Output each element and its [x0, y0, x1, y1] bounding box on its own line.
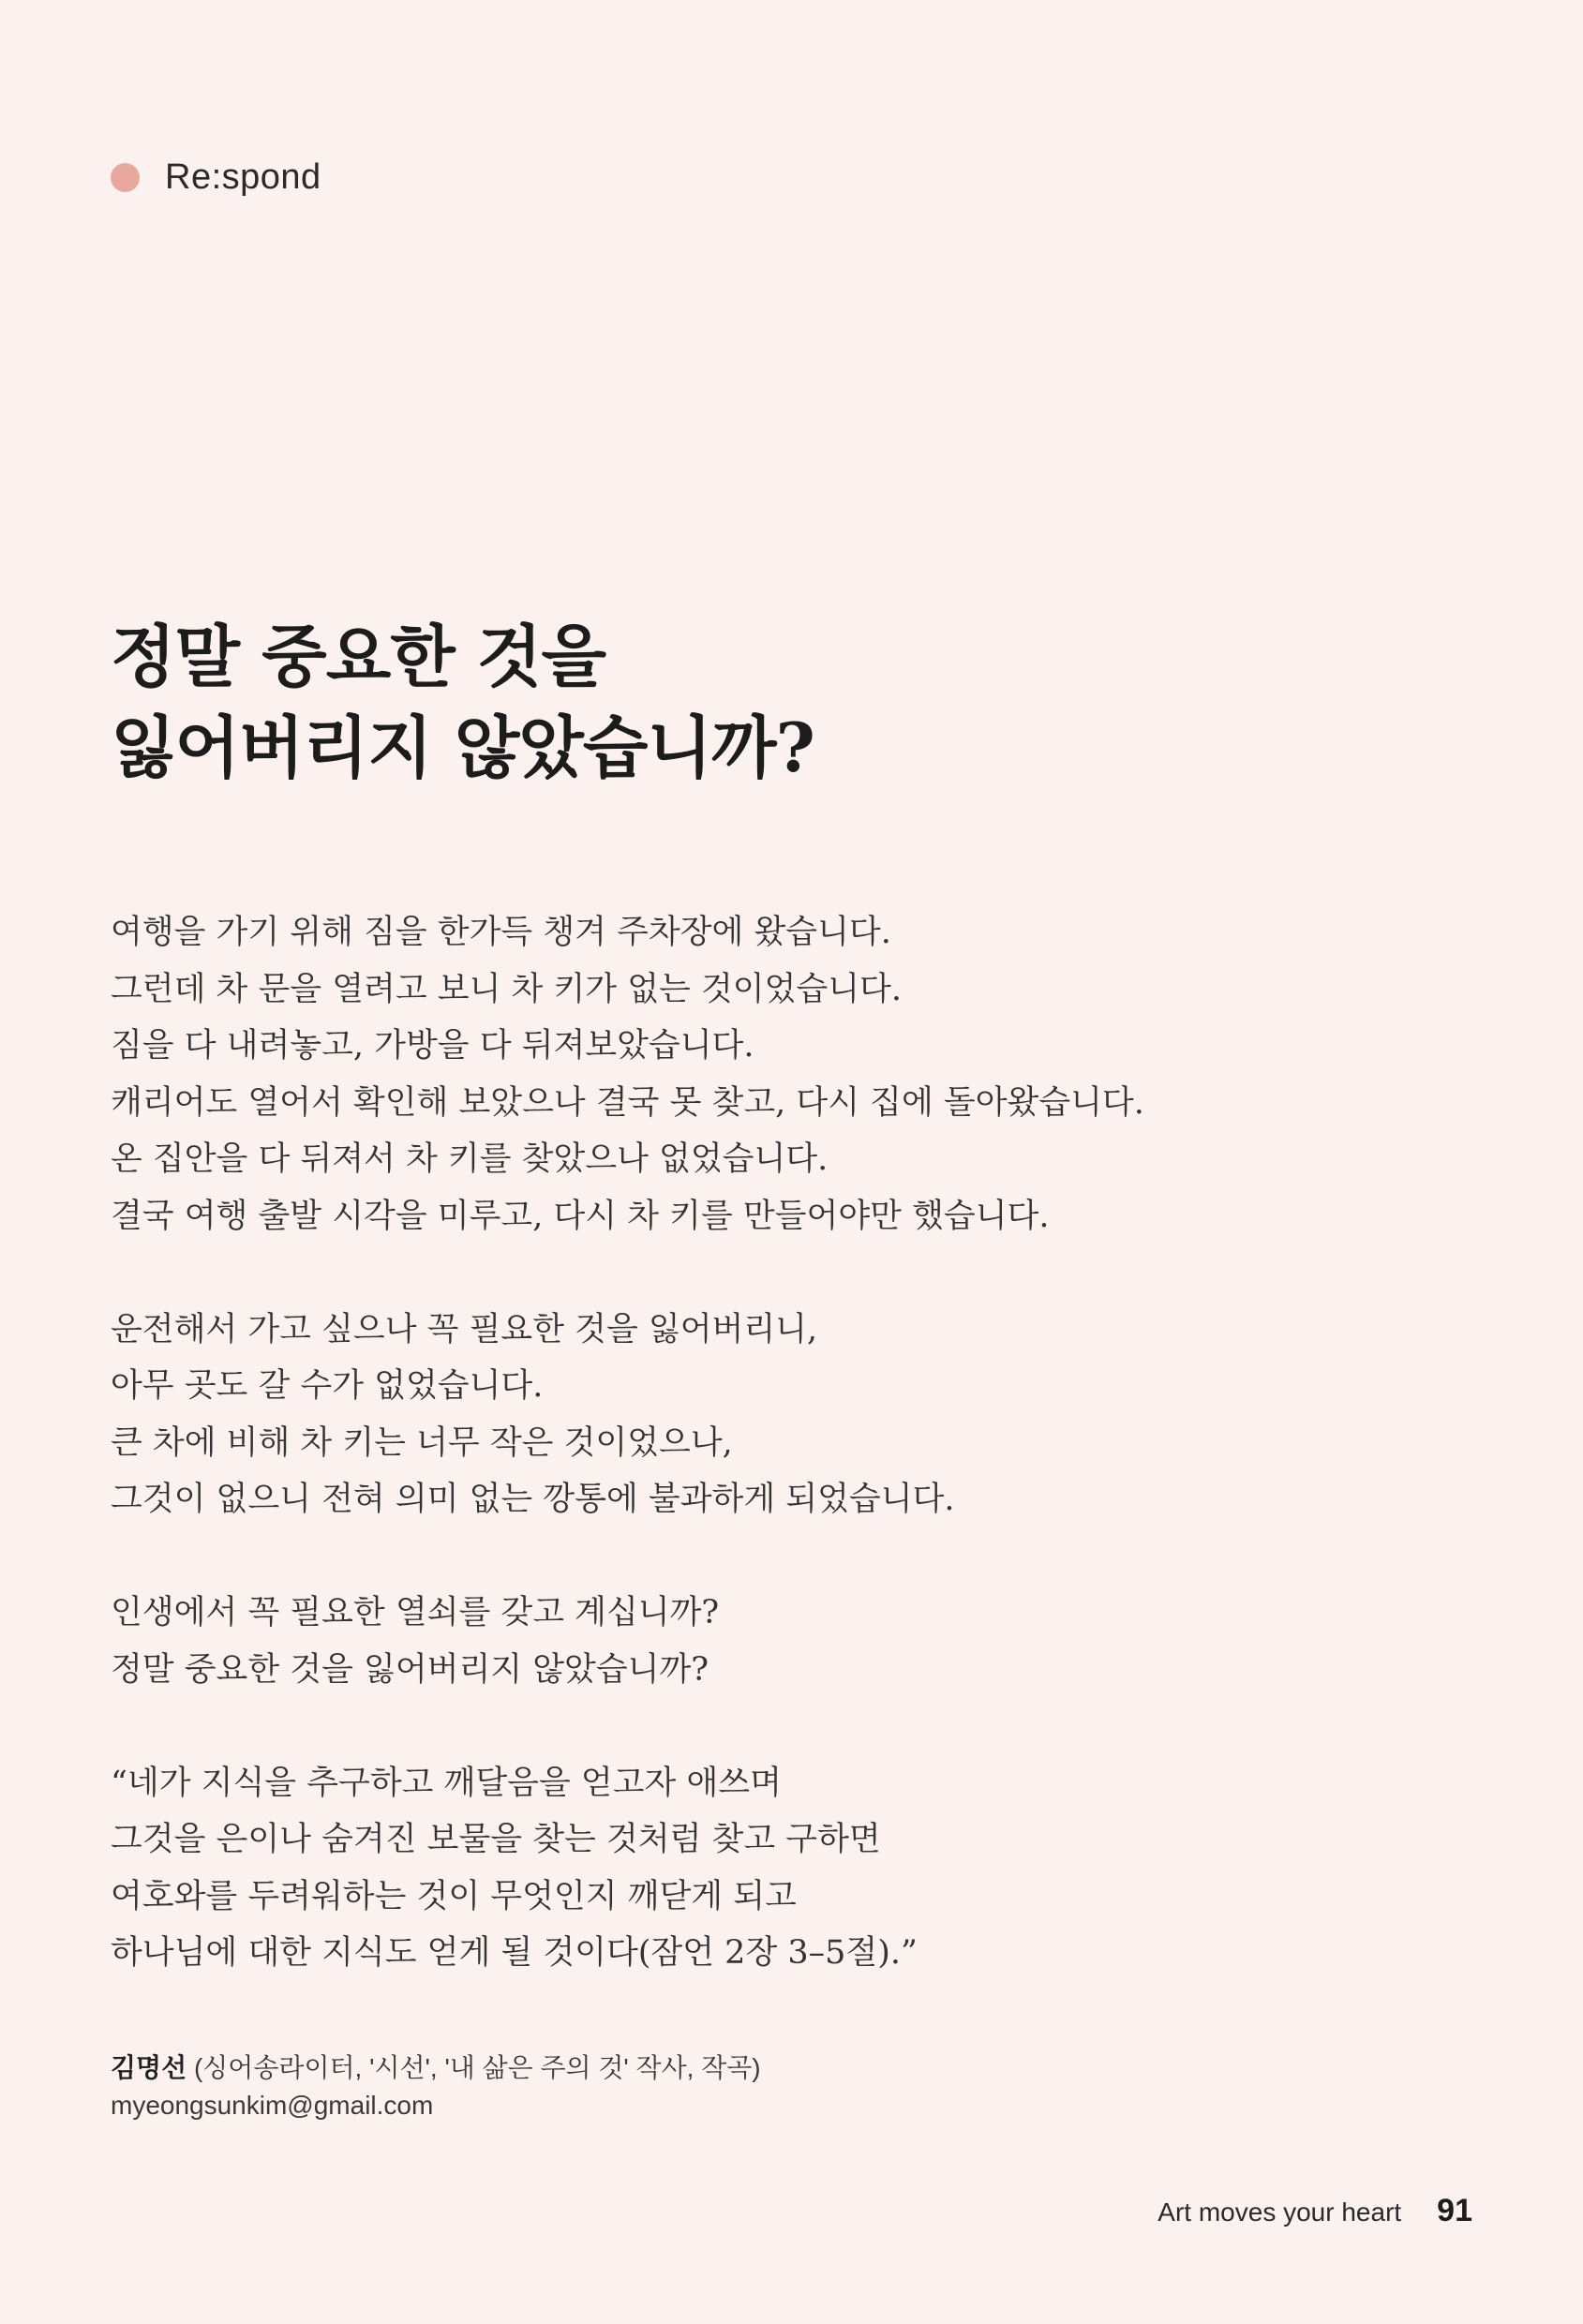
body-line: 인생에서 꼭 필요한 열쇠를 갖고 계십니까?: [111, 1594, 720, 1631]
author-description: (싱어송라이터, '시선', '내 삶은 주의 것' 작사, 작곡): [193, 2053, 761, 2082]
article-title: [111, 611, 1423, 793]
page-footer: [1157, 2193, 1472, 2229]
page-number: 91: [1437, 2193, 1472, 2228]
body-line: 짐을 다 내려놓고, 가방을 다 뒤져보았습니다.: [111, 1027, 754, 1065]
quote-line: 하나님에 대한 지식도 얻게 될 것이다(잠언 2장 3–5절).”: [111, 1934, 918, 1972]
body-line: 그런데 차 문을 열려고 보니 차 키가 없는 것이었습니다.: [111, 970, 902, 1008]
section-label: Re:spond: [165, 157, 321, 197]
section-header: [111, 157, 321, 198]
stanza: [111, 1302, 1441, 1528]
quote-line: 그것을 은이나 숨겨진 보물을 찾는 것처럼 찾고 구하면: [111, 1821, 881, 1858]
author-email: myeongsunkim@gmail.com: [111, 2091, 434, 2120]
body-line: 그것이 없으니 전혀 의미 없는 깡통에 불과하게 되었습니다.: [111, 1481, 955, 1518]
quote-line: “네가 지식을 추구하고 깨달음을 얻고자 애쓰며: [111, 1764, 782, 1802]
article-title-line-2: 잃어버리지 않았습니까?: [111, 708, 814, 787]
body-line: 큰 차에 비해 차 키는 너무 작은 것이었으나,: [111, 1423, 733, 1462]
body-line: 여행을 가기 위해 짐을 한가득 챙겨 주차장에 왔습니다.: [111, 914, 891, 951]
footer-tagline: Art moves your heart: [1157, 2197, 1402, 2227]
author-name: 김명선: [111, 2053, 187, 2082]
body-line: 운전해서 가고 싶으나 꼭 필요한 것을 잃어버리니,: [111, 1310, 818, 1348]
scripture-quote: [111, 1755, 1441, 1982]
article-body: [111, 904, 1441, 1982]
article-title-line-1: 정말 중요한 것을: [111, 617, 605, 696]
body-line: 결국 여행 출발 시각을 미루고, 다시 차 키를 만들어야만 했습니다.: [111, 1197, 1050, 1235]
body-line: 정말 중요한 것을 잃어버리지 않았습니까?: [111, 1650, 709, 1689]
author-info: [111, 2049, 761, 2124]
stanza: [111, 1585, 1441, 1698]
section-dot-icon: [111, 163, 140, 192]
body-line: 아무 곳도 갈 수가 없었습니다.: [111, 1367, 544, 1405]
body-line: 캐리어도 열어서 확인해 보았으나 결국 못 찾고, 다시 집에 돌아왔습니다.: [111, 1083, 1144, 1122]
quote-line: 여호와를 두려워하는 것이 무엇인지 깨닫게 되고: [111, 1877, 797, 1915]
body-line: 온 집안을 다 뒤져서 차 키를 찾았으나 없었습니다.: [111, 1140, 829, 1178]
stanza: [111, 904, 1441, 1244]
